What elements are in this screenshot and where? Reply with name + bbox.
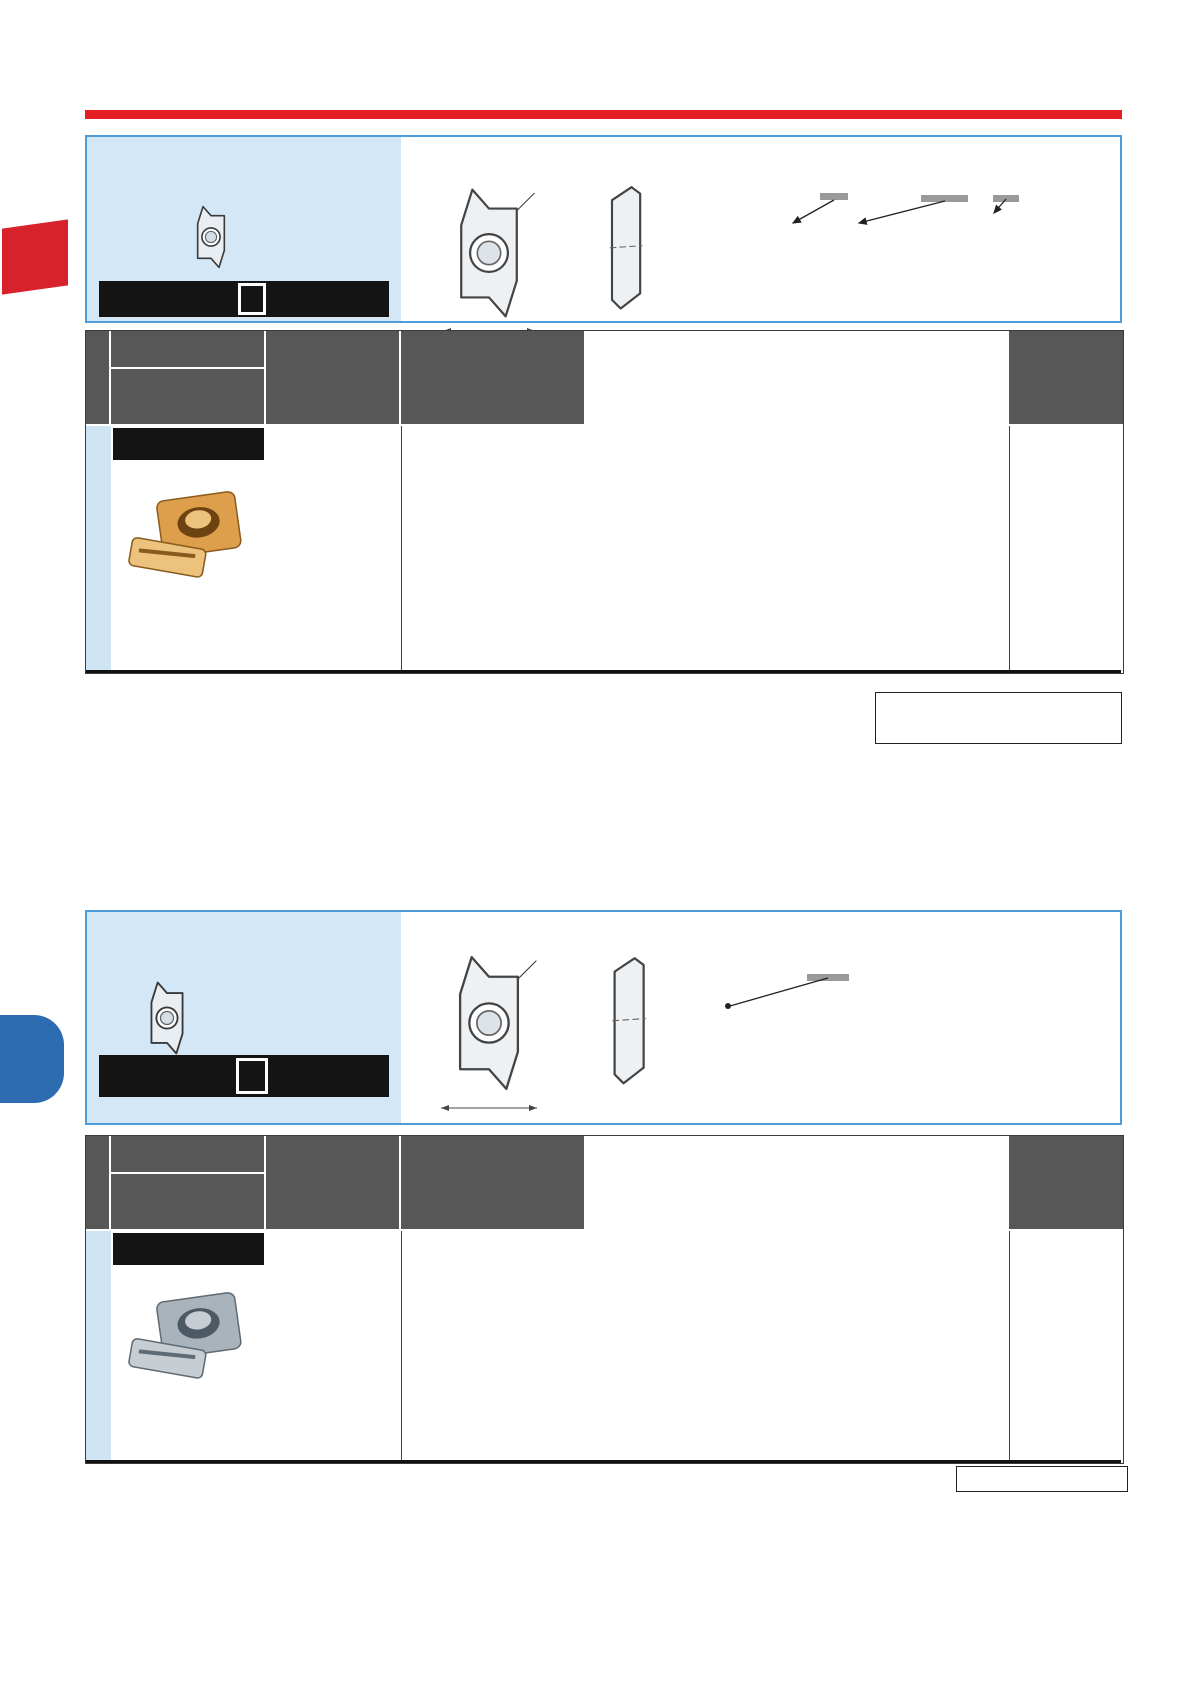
col-header-use <box>86 1136 111 1231</box>
stock-legend-full <box>875 692 1122 744</box>
chapter-tab[interactable] <box>2 219 68 294</box>
product-panel <box>87 912 401 1123</box>
callout-arrows <box>712 968 872 1012</box>
appearance-cell <box>111 1231 267 1463</box>
width-dim-line <box>437 1100 541 1116</box>
insert-icon <box>139 968 195 1068</box>
insert-side-view-drawing <box>602 956 654 1090</box>
series-bar <box>99 1055 389 1097</box>
col-header-tools <box>1009 331 1123 426</box>
title-underline <box>85 110 1122 119</box>
col-header-f-ap <box>266 331 401 426</box>
products-table-10e <box>85 1135 1124 1464</box>
insert-icon <box>187 195 235 279</box>
table-bottom-border <box>86 1460 1121 1463</box>
series-placeholder-box <box>238 283 266 315</box>
insert-photo <box>125 484 251 596</box>
col-header-use <box>86 331 111 426</box>
stock-legend-simple <box>956 1466 1128 1492</box>
series-placeholder-box <box>236 1058 268 1094</box>
col-header-f-ap <box>266 1136 401 1231</box>
use-cell <box>86 1231 112 1463</box>
table-bottom-border <box>86 670 1121 673</box>
tools-cell <box>1009 1231 1123 1463</box>
insert-front-view-drawing <box>437 952 541 1094</box>
sidebar-tab-special-shapes[interactable] <box>0 1015 64 1103</box>
products-table-j10e <box>85 330 1124 674</box>
insert-side-view-drawing <box>599 185 651 315</box>
appearance-cell <box>111 426 267 673</box>
product-panel <box>87 137 401 321</box>
use-cell <box>86 426 112 673</box>
chipbreaker-code-bar <box>113 1233 264 1265</box>
callout-arrows <box>747 187 1127 235</box>
col-header-chipbreaker <box>111 331 266 369</box>
insert-front-view-drawing <box>439 185 539 321</box>
col-header-appearance <box>111 1174 266 1231</box>
col-header-appearance <box>111 369 266 426</box>
col-header-model <box>401 331 586 426</box>
f-ap-cell <box>266 426 402 673</box>
product-box-j10e <box>85 135 1122 323</box>
f-ap-cell <box>266 1231 402 1463</box>
chipbreaker-code-bar <box>113 428 264 460</box>
col-header-chipbreaker <box>111 1136 266 1174</box>
series-bar <box>99 281 389 317</box>
col-header-tools <box>1009 1136 1123 1231</box>
tools-cell <box>1009 426 1123 673</box>
insert-photo <box>125 1285 251 1397</box>
product-box-10e <box>85 910 1122 1125</box>
col-header-model <box>401 1136 586 1231</box>
